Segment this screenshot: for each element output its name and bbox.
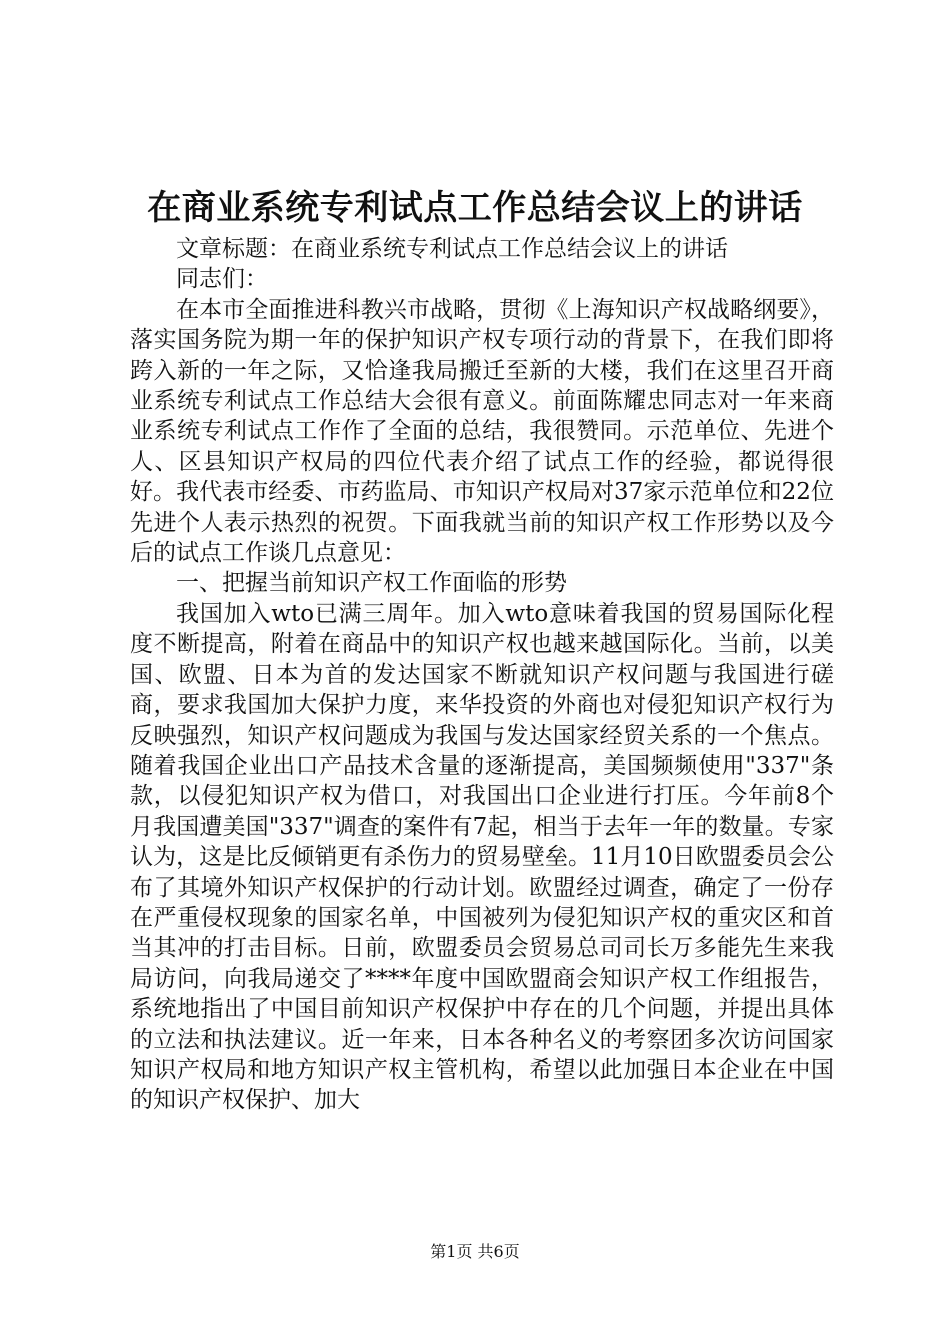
salutation: 同志们： [176,266,268,293]
document-body [130,234,834,1116]
section-heading: 一、把握当前知识产权工作面临的形势 [176,570,567,597]
document-title: 在商业系统专利试点工作总结会议上的讲话 [147,188,803,228]
article-title-line: 文章标题：在商业系统专利试点工作总结会议上的讲话 [176,236,728,262]
body-paragraph: 在本市全面推进科教兴市战略，贯彻《上海知识产权战略纲要》，落实国务院为期一年的保护知识产权专项行动的背景下，在我们即将跨入新的一年之际，又恰逢我局搬迁至新的大楼，我们在这里召开商业系统专利试点工作总结大会很有意义。前面陈耀忠同志对一年来商业系统专利试点工作作了全面的总结，我很赞同。示范单位、先进个人、区县知识产权局的四位代表介绍了试点工作的经验，都说得很好。我代表市经委、市药监局、市知识产权局对37家示范单位和22位先进个人表示热烈的祝贺。下面我就当前的知识产权工作形势以及今后的试点工作谈几点意见： [130,296,834,567]
body-paragraph: 我国加入wto已满三周年。加入wto意味着我国的贸易国际化程度不断提高，附着在商品中的知识产权也越来越国际化。当前，以美国、欧盟、日本为首的发达国家不断就知识产权问题与我国进行磋商，要求我国加大保护力度，来华投资的外商也对侵犯知识产权行为反映强烈，知识产权问题成为我国与发达国家经贸关系的一个焦点。随着我国企业出口产品技术含量的逐渐提高，美国频频使用"337"条款，以侵犯知识产权为借口，对我国出口企业进行打压。今年前8个月我国遭美国"337"调查的案件有7起，相当于去年一年的数量。专家认为，这是比反倾销更有杀伤力的贸易壁垒。11月10日欧盟委员会公布了其境外知识产权保护的行动计划。欧盟经过调查，确定了一份存在严重侵权现象的国家名单，中国被列为侵犯知识产权的重灾区和首当其冲的打击目标。日前，欧盟委员会贸易总司司长万多能先生来我局访问，向我局递交了****年度中国欧盟商会知识产权工作组报告，系统地指出了中国目前知识产权保护中存在的几个问题，并提出具体的立法和执法建议。近一年来，日本各种名义的考察团多次访问国家知识产权局和地方知识产权主管机构，希望以此加强日本企业在中国的知识产权保护、加大 [130,600,834,1114]
page-number: 第1页 共6页 [430,1242,520,1261]
